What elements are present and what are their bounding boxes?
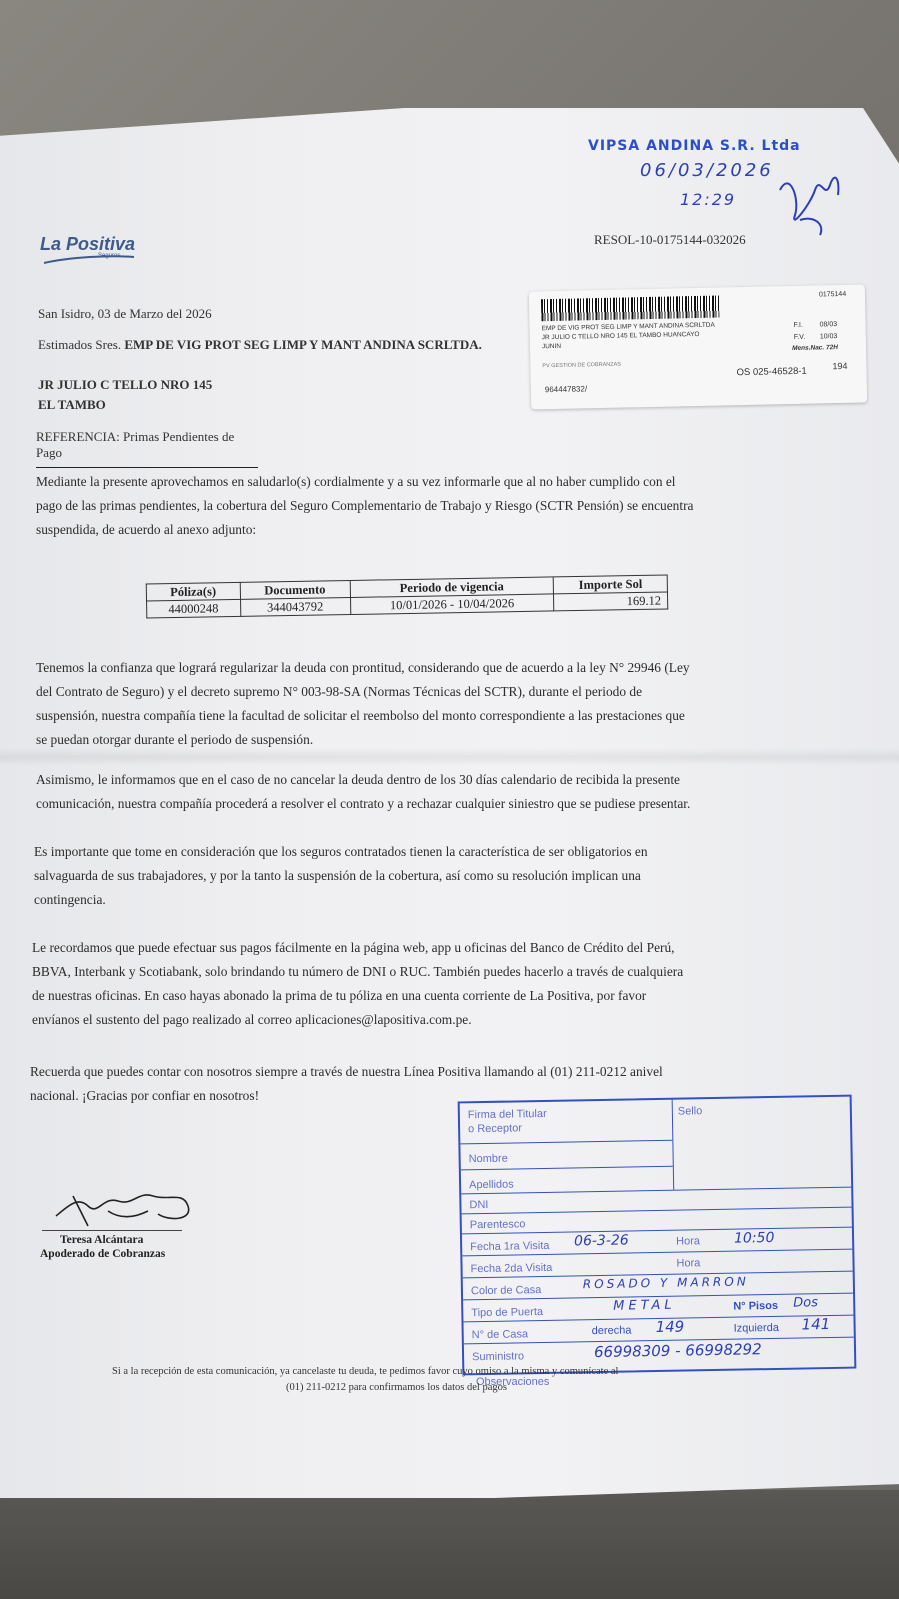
parentesco-label: Parentesco xyxy=(469,1218,526,1232)
row-divider xyxy=(460,1140,672,1145)
reference: REFERENCIA: Primas Pendientes de Pago xyxy=(36,429,258,468)
color-label: Color de Casa xyxy=(470,1284,542,1298)
sticker-mens: Mens.Nac. 72H xyxy=(791,344,839,353)
signer-signature xyxy=(48,1176,198,1236)
sticker-fi-label: F.I. xyxy=(793,321,803,329)
sticker-os-number: 194 xyxy=(832,360,848,372)
addressee-company: EMP DE VIG PROT SEG LIMP Y MANT ANDINA SCRLTDA. xyxy=(124,337,482,352)
sello-label: Sello xyxy=(677,1105,703,1118)
firma-label: Firma del Titular xyxy=(467,1107,547,1122)
sticker-fi-value: 08/03 xyxy=(819,321,838,329)
cell-periodo: 10/01/2026 - 10/04/2026 xyxy=(350,594,554,615)
tipo-label: Tipo de Puerta xyxy=(471,1306,544,1320)
sticker-name: EMP DE VIG PROT SEG LIMP Y MANT ANDINA SCRLTDA xyxy=(541,321,715,333)
footer-note-line-2: (01) 211-0212 para confirmamos los datos del pagos xyxy=(286,1382,507,1393)
paragraph-3: Asimismo, le informamos que en el caso de no cancelar la deuda dentro de los 30 días calendario de recibida la presente comunicación, nuestra compañía procederá a resolver el contrato y a rechazar cualquier siniestro que se pudiese presentar. xyxy=(36,772,691,811)
resolution-code: RESOL-10-0175144-032026 xyxy=(594,232,746,247)
receptor-label: o Receptor xyxy=(468,1122,523,1136)
ncasa-label: N° de Casa xyxy=(471,1328,529,1342)
sticker-gestion: PV GESTION DE COBRANZAS xyxy=(542,361,621,370)
company-stamp: VIPSA ANDINA S.R. Ltda xyxy=(588,138,801,154)
pisos-label: N° Pisos xyxy=(733,1299,779,1313)
sticker-barcode xyxy=(541,296,719,322)
apellidos-label: Apellidos xyxy=(468,1178,514,1192)
cell-poliza: 44000248 xyxy=(147,599,241,618)
sello-divider xyxy=(672,1100,675,1190)
received-time: 12:29 xyxy=(680,190,737,209)
derecha-label: derecha xyxy=(591,1324,632,1338)
received-date: 06/03/2026 xyxy=(640,160,774,181)
address-line-2: EL TAMBO xyxy=(38,397,106,412)
suministro-label: Suministro xyxy=(472,1350,525,1364)
suministro-value: 66998309 - 66998292 xyxy=(593,1340,762,1362)
sticker-code: 0175144 xyxy=(818,290,847,299)
nombre-label: Nombre xyxy=(468,1152,508,1166)
sticker-fv-label: F.V. xyxy=(793,333,806,341)
sticker-region: JUNIN xyxy=(541,342,562,351)
observaciones-label: Observaciones xyxy=(476,1376,550,1388)
sticker-phone: 964447832/ xyxy=(544,384,588,395)
fecha1-value: 06-3-26 xyxy=(573,1232,629,1250)
row-divider xyxy=(462,1207,852,1215)
signer-title: Apoderado de Cobranzas xyxy=(40,1248,166,1260)
receipt-form xyxy=(458,1095,857,1376)
hora1-label: Hora xyxy=(676,1235,701,1248)
derecha-value: 149 xyxy=(655,1317,685,1337)
sticker-os: OS 025-46528-1 xyxy=(736,365,807,379)
signer-name: Teresa Alcántara xyxy=(60,1234,144,1246)
header-periodo: Periodo de vigencia xyxy=(350,577,554,598)
paragraph-4: Es importante que tome en consideración que los seguros contratados tienen la característica de ser obligatorios en salvaguarda de sus trabajadores, y por la tanto la suspensión de la cobertura, así como su resolución implican una contingencia. xyxy=(34,844,648,907)
color-value: ROSADO Y MARRON xyxy=(582,1274,749,1292)
mailing-sticker xyxy=(529,284,867,409)
signature-line xyxy=(42,1230,182,1231)
paragraph-5: Le recordamos que puede efectuar sus pagos fácilmente en la página web, app u oficinas del Banco de Crédito del Perú, BBVA, Interbank y Scotiabank, solo brindando tu número de DNI o RUC. También puedes hacerlo a través de cualquiera de nuestras oficinas. En caso hayas abonado la prima de tu póliza en una cuenta corriente de La Positiva, por favor envíanos el sustento del pago realizado al correo aplicaciones@lapositiva.com.pe. xyxy=(32,940,684,1027)
hora2-label: Hora xyxy=(676,1257,701,1270)
address-line-1: JR JULIO C TELLO NRO 145 xyxy=(38,377,213,392)
paragraph-2: Tenemos la confianza que logrará regularizar la deuda con prontitud, considerando que de acuerdo a la ley N° 29946 (Ley del Contrato de Seguro) y el decreto supremo N° 003-98-SA (Normas Técnicas del SCTR), durante el periodo de suspensión, nuestra compañía tiene la facultad de solicitar el reembolso del monto correspondiente a las prestaciones que se puedan otorgar durante el periodo de suspensión. xyxy=(36,660,690,747)
hora1-value: 10:50 xyxy=(733,1229,775,1247)
header-documento: Documento xyxy=(240,580,350,599)
footer-note-line-1: Si a la recepción de esta comunicación, ya cancelaste tu deuda, te pedimos favor cuyo omiso a la misma y comunícate al xyxy=(112,1366,619,1377)
greeting-prefix: Estimados Sres. xyxy=(38,337,122,352)
header-importe: Importe Sol xyxy=(554,575,668,594)
header-poliza: Póliza(s) xyxy=(146,582,240,601)
cell-importe: 169.12 xyxy=(554,592,668,611)
paragraph-6: Recuerda que puedes contar con nosotros siempre a través de nuestra Línea Positiva llamando al (01) 211-0212 anivel nacional. ¡Gracias por confiar en nosotros! xyxy=(30,1064,663,1103)
izquierda-value: 141 xyxy=(801,1314,831,1334)
place-date: San Isidro, 03 de Marzo del 2026 xyxy=(38,306,212,321)
sticker-fv-value: 10/03 xyxy=(819,333,838,341)
row-divider xyxy=(461,1166,673,1171)
paragraph-1: Mediante la presente aprovechamos en saludarlo(s) cordialmente y a su vez informarle que al no haber cumplido con el pago de las primas pendientes, la cobertura del Seguro Complementario de Trabajo y Riesgo (SCTR Pensión) se encuentra suspendida, de acuerdo al anexo adjunto: xyxy=(36,474,694,537)
la-positiva-logo: La Positiva Seguros xyxy=(40,234,136,259)
greeting xyxy=(38,337,482,353)
row-divider xyxy=(461,1187,851,1195)
fecha1-label: Fecha 1ra Visita xyxy=(470,1239,550,1254)
izquierda-label: Izquierda xyxy=(733,1321,780,1335)
cell-documento: 344043792 xyxy=(240,597,350,616)
sticker-address: JR JULIO C TELLO NRO 145 EL TAMBO HUANCAYO xyxy=(541,330,700,342)
tipo-value: METAL xyxy=(613,1297,676,1314)
received-signature xyxy=(770,160,850,240)
pisos-value: Dos xyxy=(793,1295,819,1311)
fecha2-label: Fecha 2da Visita xyxy=(470,1261,553,1276)
dni-label: DNI xyxy=(469,1198,489,1212)
background-surface xyxy=(0,1490,899,1599)
